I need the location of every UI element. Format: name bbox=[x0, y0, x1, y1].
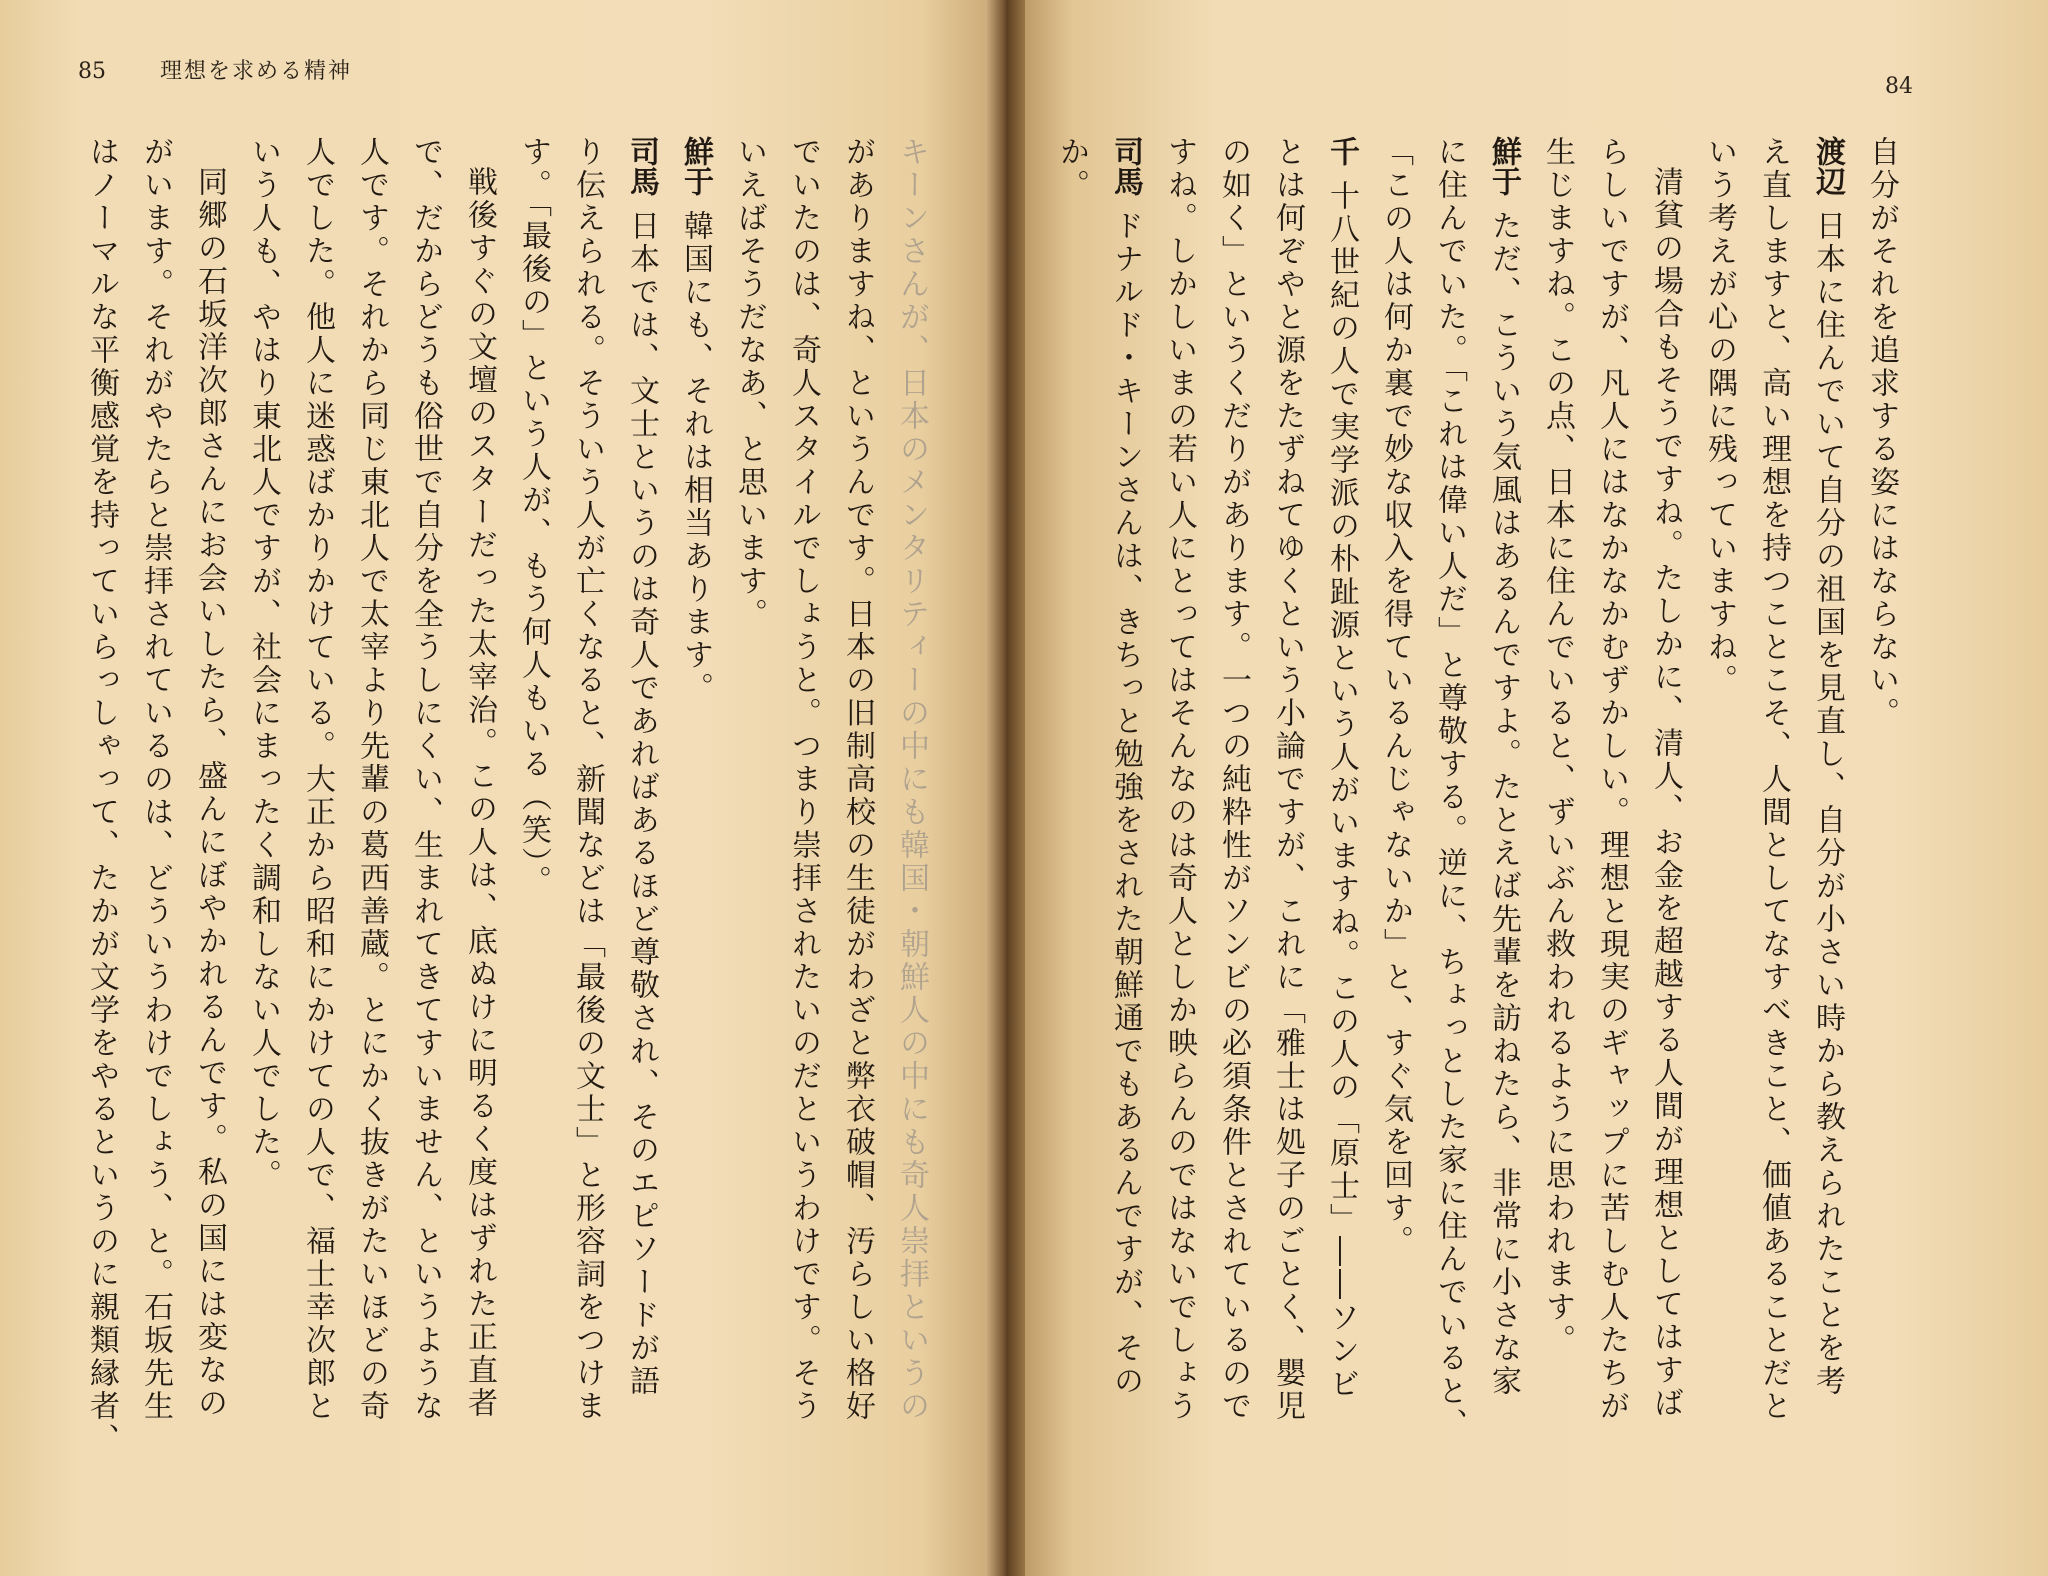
text-line bbox=[452, 136, 506, 1556]
line-text: いう人も、やはり東北人ですが、社会にまったく調和しない人でした。 bbox=[246, 136, 281, 1192]
line-text: 日本に住んでいて自分の祖国を見直し、自分が小さい時から教えられたことを考 bbox=[1810, 210, 1845, 1398]
text-line bbox=[1638, 136, 1692, 1556]
line-text: 同郷の石坂洋次郎さんにお会いしたら、盛んにぼやかれるんです。私の国には変なの bbox=[192, 166, 227, 1420]
text-line bbox=[128, 136, 182, 1556]
line-text: 十八世紀の人で実学派の朴趾源という人がいますね。この人の「原士」――ソンビ bbox=[1324, 180, 1359, 1401]
line-text: に住んでいた。「これは偉い人だ」と尊敬する。逆に、ちょっとした家に住んでいると、 bbox=[1432, 136, 1467, 1441]
text-line bbox=[1854, 136, 1908, 1556]
text-line bbox=[1314, 136, 1368, 1556]
line-text: すね。しかしいまの若い人にとってはそんなのは奇人としか映らんのではないでしょう bbox=[1162, 136, 1197, 1423]
text-line bbox=[1530, 136, 1584, 1556]
right-page-text bbox=[1054, 136, 1908, 1556]
left-page-number: 85 bbox=[78, 59, 106, 84]
line-text: 戦後すぐの文壇のスターだった太宰治。この人は、底ぬけに明るく度はずれた正直者 bbox=[462, 166, 497, 1420]
speaker-label: 千 bbox=[1324, 136, 1359, 166]
line-text: キーンさんが、日本のメンタリティーの中にも韓国・朝鮮人の中にも奇人崇拝というの bbox=[894, 136, 929, 1423]
speaker-label: 鮮于 bbox=[1486, 136, 1521, 196]
line-text: はノーマルな平衡感覚を持っていらっしゃって、たかが文学をやるというのに親類縁者、 bbox=[84, 136, 119, 1456]
line-text: 人です。それから同じ東北人で太宰より先輩の葛西善蔵。とにかく抜きがたいほどの奇 bbox=[354, 136, 389, 1423]
text-line bbox=[182, 136, 236, 1556]
text-line bbox=[1746, 136, 1800, 1556]
line-text: の如く」というくだりがあります。一つの純粋性がソンビの必須条件とされているので bbox=[1216, 136, 1251, 1423]
text-line bbox=[1098, 136, 1152, 1556]
text-line bbox=[236, 136, 290, 1556]
speaker-label: 渡辺 bbox=[1810, 136, 1845, 196]
line-text: り伝えられる。そういう人が亡くなると、新聞などは「最後の文士」と形容詞をつけま bbox=[570, 136, 605, 1423]
line-text: 生じますね。この点、日本に住んでいると、ずいぶん救われるように思われます。 bbox=[1540, 136, 1575, 1357]
text-line bbox=[290, 136, 344, 1556]
text-line bbox=[1476, 136, 1530, 1556]
text-line bbox=[1152, 136, 1206, 1556]
line-text: 「この人は何か裏で妙な収入を得ているんじゃないか」と、すぐ気を回す。 bbox=[1378, 136, 1413, 1258]
text-line bbox=[560, 136, 614, 1556]
line-text: 日本では、文士というのは奇人であればあるほど尊敬され、そのエピソードが語 bbox=[624, 210, 659, 1398]
text-line bbox=[344, 136, 398, 1556]
text-line bbox=[1206, 136, 1260, 1556]
text-line bbox=[614, 136, 668, 1556]
text-line bbox=[1692, 136, 1746, 1556]
line-text: で、だからどうも俗世で自分を全うしにくい、生まれてきてすいません、というような bbox=[408, 136, 443, 1423]
text-line bbox=[1422, 136, 1476, 1556]
text-line bbox=[722, 136, 776, 1556]
text-line bbox=[668, 136, 722, 1556]
line-text: 人でした。他人に迷惑ばかりかけている。大正から昭和にかけての人で、福士幸次郎と bbox=[300, 136, 335, 1423]
line-text: か。 bbox=[1054, 136, 1089, 202]
line-text: 自分がそれを追求する姿にはならない。 bbox=[1864, 136, 1899, 730]
line-text: がいます。それがやたらと崇拝されているのは、どういうわけでしょう、と。石坂先生 bbox=[138, 136, 173, 1423]
text-line bbox=[1368, 136, 1422, 1556]
line-text: 清貧の場合もそうですね。たしかに、清人、お金を超越する人間が理想としてはすば bbox=[1648, 166, 1683, 1420]
line-text: とは何ぞやと源をたずねてゆくという小論ですが、これに「雅士は処子のごとく、嬰児 bbox=[1270, 136, 1305, 1423]
left-page-text bbox=[84, 136, 938, 1556]
line-text: いえばそうだなあ、と思います。 bbox=[732, 136, 767, 631]
text-line bbox=[506, 136, 560, 1556]
book-gutter bbox=[985, 0, 1025, 1576]
text-line bbox=[1260, 136, 1314, 1556]
running-head: 理想を求める精神 bbox=[160, 59, 353, 84]
text-line bbox=[830, 136, 884, 1556]
line-text: いう考えが心の隅に残っていますね。 bbox=[1702, 136, 1737, 697]
line-text: がありますね、というんです。日本の旧制高校の生徒がわざと弊衣破帽、汚らしい格好 bbox=[840, 136, 875, 1423]
line-text: でいたのは、奇人スタイルでしょうと。つまり崇拝されたいのだというわけです。そう bbox=[786, 136, 821, 1423]
line-text: ただ、こういう気風はあるんですよ。たとえば先輩を訪ねたら、非常に小さな家 bbox=[1486, 210, 1521, 1398]
text-line bbox=[398, 136, 452, 1556]
text-line bbox=[884, 136, 938, 1556]
text-line bbox=[1800, 136, 1854, 1556]
line-text: 韓国にも、それは相当あります。 bbox=[678, 210, 713, 705]
text-line bbox=[776, 136, 830, 1556]
text-line bbox=[74, 136, 128, 1556]
line-text: す。「最後の」という人が、もう何人もいる（笑）。 bbox=[516, 136, 551, 898]
left-page-header bbox=[78, 54, 352, 85]
right-page-number: 84 bbox=[1885, 74, 1913, 99]
text-line bbox=[1044, 136, 1098, 1556]
line-text: ドナルド・キーンさんは、きちっと勉強をされた朝鮮通でもあるんですが、その bbox=[1108, 210, 1143, 1398]
speaker-label: 司馬 bbox=[1108, 136, 1143, 196]
line-text: え直しますと、高い理想を持つことこそ、人間としてなすべきこと、価値あることだと bbox=[1756, 136, 1791, 1423]
line-text: らしいですが、凡人にはなかなかむずかしい。理想と現実のギャップに苦しむ人たちが bbox=[1594, 136, 1629, 1423]
text-line bbox=[1584, 136, 1638, 1556]
speaker-label: 司馬 bbox=[624, 136, 659, 196]
speaker-label: 鮮于 bbox=[678, 136, 713, 196]
